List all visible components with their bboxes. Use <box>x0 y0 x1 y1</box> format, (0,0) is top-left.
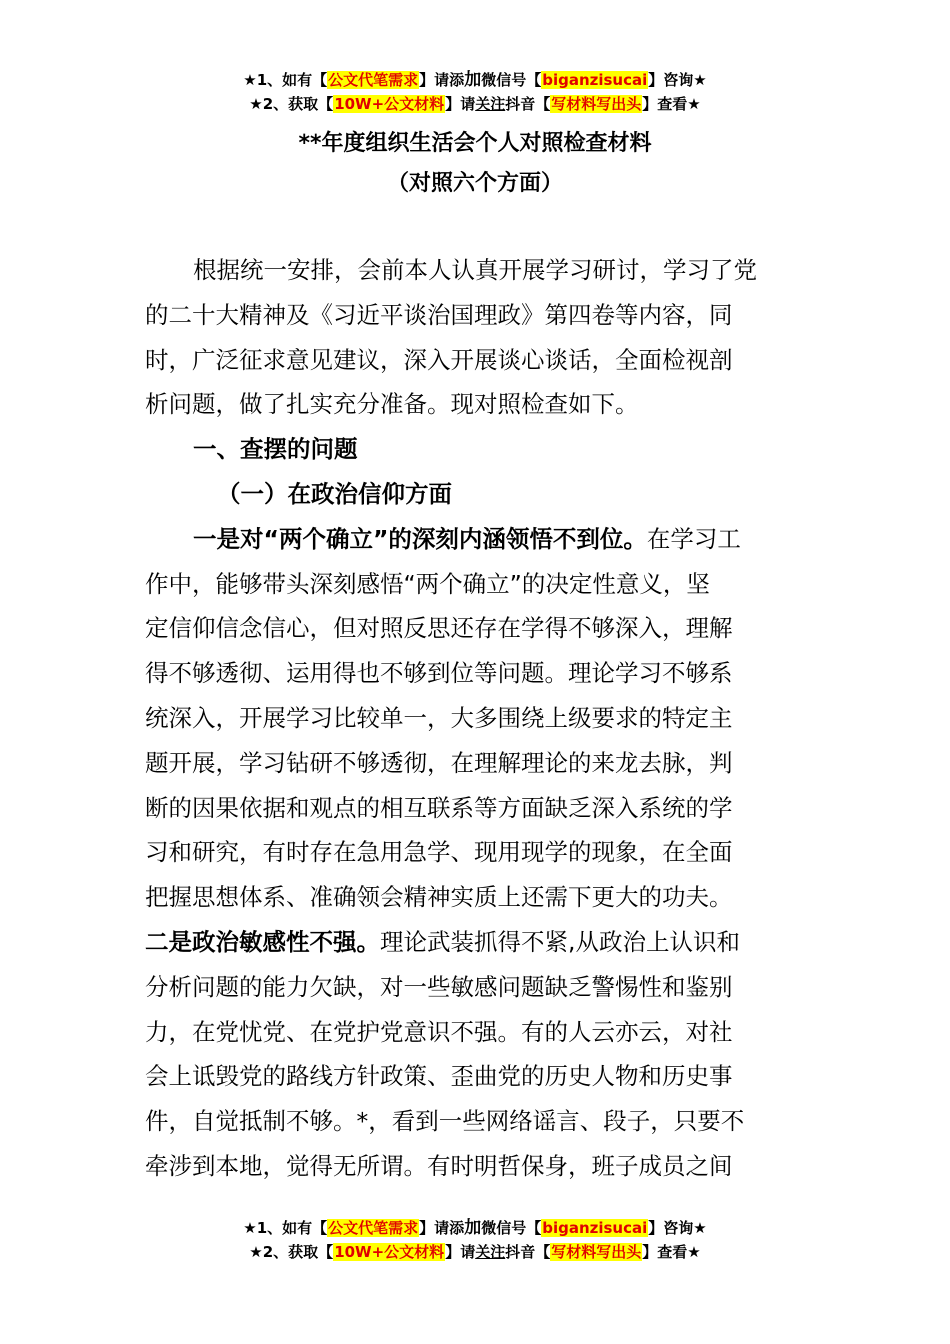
point-line: 作中，能够带头深刻感悟“两个确立”的决定性意义，坚 <box>145 569 710 598</box>
banner-highlight: 写材料写出头 <box>551 1243 642 1261</box>
banner-text: ★2、获取【 <box>249 95 334 113</box>
banner-text: 】请添 <box>419 1219 465 1237</box>
subsection-heading: （一）在政治信仰方面 <box>217 479 452 508</box>
point-text: 在学习工 <box>646 524 741 553</box>
banner-highlight: 公文代笔需求 <box>328 1219 419 1237</box>
banner-text: 】咨询★ <box>648 71 707 89</box>
banner-text: 】咨询★ <box>648 1219 707 1237</box>
banner-highlight: 10W+公文材料 <box>334 1243 445 1261</box>
point-lead: 一是对“两个确立”的深刻内涵领悟不到位。 <box>193 524 647 553</box>
banner-highlight: 写材料写出头 <box>551 95 642 113</box>
banner-line-2 <box>0 92 950 116</box>
banner-text: 微信号【 <box>481 1219 542 1237</box>
point-text: 理论武装抓得不紧,从政治上认识和 <box>380 927 740 956</box>
point-line: 牵涉到本地，觉得无所谓。有时明哲保身，班子成员之间 <box>145 1151 733 1180</box>
point-line: 断的因果依据和观点的相互联系等方面缺乏深入系统的学 <box>145 793 733 822</box>
banner-text: 】查看★ <box>642 1243 701 1261</box>
banner-text: 微信号【 <box>481 71 542 89</box>
banner-text-emphasis: 关注 <box>475 1243 506 1261</box>
banner-line-1 <box>0 68 950 92</box>
banner-text: ★1、如有【 <box>243 71 328 89</box>
banner-text: 抖音【 <box>505 95 551 113</box>
point-line: 件，自觉抵制不够。*，看到一些网络谣言、段子，只要不 <box>145 1107 745 1136</box>
point-first-line <box>145 517 810 562</box>
banner-text: 】请 <box>445 95 476 113</box>
banner-text: 抖音【 <box>505 1243 551 1261</box>
top-banner <box>0 68 950 116</box>
banner-text: 】请添 <box>419 71 465 89</box>
point-line: 习和研究，有时存在急用急学、现用现学的现象，在全面 <box>145 838 733 867</box>
banner-line-2 <box>0 1240 950 1264</box>
banner-highlight: 10W+公文材料 <box>334 95 445 113</box>
intro-line: 的二十大精神及《习近平谈治国理政》第四卷等内容，同 <box>145 300 733 329</box>
document-body <box>145 248 810 1189</box>
banner-text-emphasis: 加 <box>464 70 482 90</box>
banner-text-emphasis: 关注 <box>475 95 506 113</box>
banner-highlight: biganzisucai <box>542 1219 648 1237</box>
document-title: **年度组织生活会个人对照检查材料 <box>298 131 652 156</box>
point-line: 分析问题的能力欠缺，对一些敏感问题缺乏警惕性和鉴别 <box>145 972 733 1001</box>
banner-text: ★1、如有【 <box>243 1219 328 1237</box>
document-subtitle: （对照六个方面） <box>386 171 563 196</box>
intro-line: 时，广泛征求意见建议，深入开展谈心谈话，全面检视剖 <box>145 345 733 374</box>
banner-text: 】查看★ <box>642 95 701 113</box>
banner-line-1 <box>0 1216 950 1240</box>
point-lead: 二是政治敏感性不强。 <box>145 927 380 956</box>
point-line: 力，在党忧党、在党护党意识不强。有的人云亦云，对社 <box>145 1017 733 1046</box>
banner-highlight: 公文代笔需求 <box>328 71 419 89</box>
intro-line: 析问题，做了扎实充分准备。现对照检查如下。 <box>145 390 639 419</box>
banner-highlight: biganzisucai <box>542 71 648 89</box>
point-line: 把握思想体系、准确领会精神实质上还需下更大的功夫。 <box>145 883 733 912</box>
point-first-line <box>145 920 810 965</box>
banner-text: 】请 <box>445 1243 476 1261</box>
banner-text: ★2、获取【 <box>249 1243 334 1261</box>
banner-text-emphasis: 加 <box>464 1218 482 1238</box>
point-line: 定信仰信念信心，但对照反思还存在学得不够深入，理解 <box>145 614 733 643</box>
bottom-banner <box>0 1216 950 1264</box>
point-line: 统深入，开展学习比较单一，大多围绕上级要求的特定主 <box>145 703 733 732</box>
point-line: 会上诋毁党的路线方针政策、歪曲党的历史人物和历史事 <box>145 1062 733 1091</box>
point-line: 得不够透彻、运用得也不够到位等问题。理论学习不够系 <box>145 659 733 688</box>
point-line: 题开展，学习钻研不够透彻，在理解理论的来龙去脉，判 <box>145 748 733 777</box>
section-heading: 一、查摆的问题 <box>193 435 358 464</box>
intro-line: 根据统一安排，会前本人认真开展学习研讨，学习了党 <box>193 256 757 284</box>
